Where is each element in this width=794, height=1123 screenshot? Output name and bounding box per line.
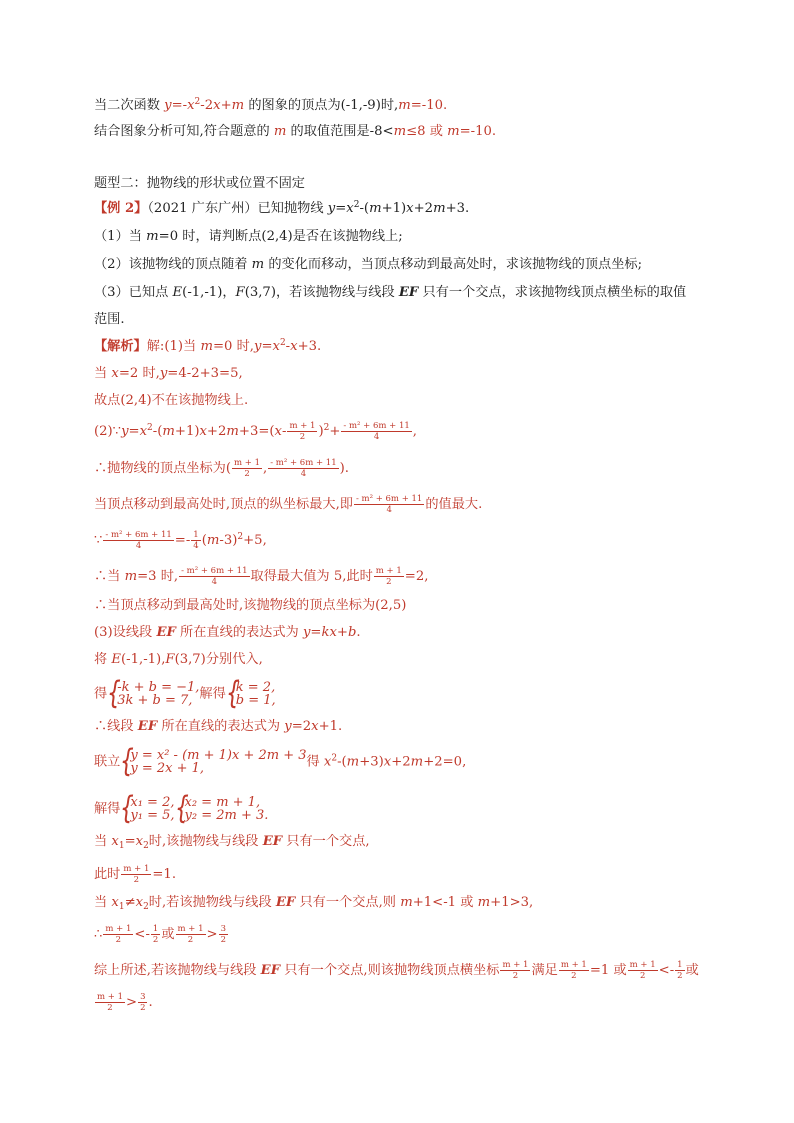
equation-system: { -k + b = −1, 3k + b = 7, bbox=[107, 675, 200, 711]
example-statement: 【例 2】（2021 广东广州）已知抛物线 $y=x^2-(m+1)x+2m+3$. bbox=[94, 200, 470, 216]
fraction: $\frac{m + 1}{2}$ bbox=[97, 992, 123, 1013]
fraction: $\frac{1}{4}$ bbox=[193, 530, 199, 551]
solution-line-16: 当 $x_1=x_2$时,该抛物线与线段 EF 只有一个交点, bbox=[94, 834, 370, 851]
fraction: $\frac{m + 1}{2}$ bbox=[289, 421, 316, 442]
fraction: $\frac{3}{2}$ bbox=[140, 992, 146, 1013]
solution-line-20: 综上所述,若该抛物线与线段 EF 只有一个交点,则该抛物线顶点横坐标 $\frac{m + 1}{2}$ 满足 $\frac{m + 1}{2}$ =1 或 $\frac{m + 1}{2}$ <- $\frac{1}{2}$ 或 bbox=[94, 960, 699, 981]
equation-system: { x₂ = m + 1, y₂ = 2m + 3. bbox=[174, 790, 269, 826]
text-line-2: 结合图象分析可知,符合题意的 m 的取值范围是-8<m≤8 或 m=-10. bbox=[94, 124, 497, 139]
fraction: $\frac{m + 1}{2}$ bbox=[560, 960, 587, 981]
fraction: $\frac{m + 1}{2}$ bbox=[123, 864, 150, 885]
fraction: $\frac{\text{- m² + 6m + 11}}{4}$ bbox=[105, 530, 172, 551]
fraction: $\frac{m + 1}{2}$ bbox=[234, 458, 261, 479]
equation-system: { k = 2, b = 1, bbox=[225, 675, 276, 711]
fraction: $\frac{\text{- m² + 6m + 11}}{4}$ bbox=[355, 494, 423, 515]
fraction: $\frac{m + 1}{2}$ bbox=[177, 924, 204, 945]
solution-line-1: 【解析】解:(1)当 m=0 时$,y=x^2-x+3$. bbox=[94, 338, 322, 354]
fraction: $\frac{\text{- m² + 6m + 11}}{4}$ bbox=[181, 566, 248, 587]
solution-line-11: 将 E(-1,-1),F(3,7)分别代入, bbox=[94, 652, 263, 667]
equation-system: { y = x² - (m + 1)x + 2m + 3 y = 2x + 1, bbox=[120, 743, 307, 779]
solution-line-6: 当顶点移动到最高处时,顶点的纵坐标最大,即 $\frac{\text{- m² + 6m + 11}}{4}$ 的值最大. bbox=[94, 494, 483, 515]
solution-line-21: $\frac{m + 1}{2}$ > $\frac{3}{2}$ . bbox=[97, 992, 153, 1013]
fraction: $\frac{1}{2}$ bbox=[152, 924, 159, 945]
solution-line-12: 得 { -k + b = −1, 3k + b = 7, 解得 { k = 2, b = 1, bbox=[94, 675, 276, 711]
fraction: $\frac{\text{- m² + 6m + 11}}{4}$ bbox=[343, 421, 410, 442]
solution-line-3: 故点(2,4)不在该抛物线上. bbox=[94, 393, 249, 408]
question-1: （1）当 m=0 时，请判断点(2,4)是否在该抛物线上; bbox=[94, 229, 403, 244]
fraction: $\frac{m + 1}{2}$ bbox=[502, 960, 529, 981]
solution-line-8: ∴当 m=3 时, $\frac{\text{- m² + 6m + 11}}{4}$ 取得最大值为 5,此时 $\frac{m + 1}{2}$ =2, bbox=[94, 566, 429, 587]
solution-line-19: ∴ $\frac{m + 1}{2}$ <- $\frac{1}{2}$ 或 $\frac{m + 1}{2}$ > $\frac{3}{2}$ bbox=[94, 924, 226, 945]
solution-line-4: $(2)\because y=x^2-(m+1)x+2m+3=(x-$ $\frac{m + 1}{2}$ )$^2$+ $\frac{\text{- m² + 6m + 11}}{4}$ , bbox=[94, 421, 417, 442]
solution-line-2: 当 x=2 时,y=4-2+3=5, bbox=[94, 366, 243, 381]
fraction: $\frac{m + 1}{2}$ bbox=[105, 924, 132, 945]
solution-line-17: 此时 $\frac{m + 1}{2}$ =1. bbox=[94, 864, 177, 885]
fraction: $\frac{\text{- m² + 6m + 11}}{4}$ bbox=[270, 458, 337, 479]
solution-line-5: ∴抛物线的顶点坐标为( $\frac{m + 1}{2}$ , $\frac{\text{- m² + 6m + 11}}{4}$ ). bbox=[94, 458, 349, 479]
fraction: $\frac{m + 1}{2}$ bbox=[629, 960, 656, 981]
solution-line-18: 当 $x_1\ne x_2$时,若该抛物线与线段 EF 只有一个交点,则 m+1<-1 或 m+1>3, bbox=[94, 895, 534, 912]
fraction: $\frac{3}{2}$ bbox=[220, 924, 226, 945]
solution-line-13: ∴线段 EF 所在直线的表达式为 y=2x+1. bbox=[94, 719, 343, 734]
question-3-cont: 范围. bbox=[94, 312, 125, 327]
fraction: $\frac{m + 1}{2}$ bbox=[375, 566, 402, 587]
section-heading: 题型二：抛物线的形状或位置不固定 bbox=[94, 175, 305, 190]
question-3: （3）已知点 E(-1,-1)，F(3,7)，若该抛物线与线段 EF 只有一个交点，求该抛物线顶点横坐标的取值 bbox=[94, 285, 687, 300]
solution-line-15: 解得 { x₁ = 2, y₁ = 5, { x₂ = m + 1, y₂ = 2m + 3. bbox=[94, 790, 269, 826]
fraction: $\frac{1}{2}$ bbox=[677, 960, 683, 981]
solution-line-7: ∵ $\frac{\text{- m² + 6m + 11}}{4}$ =- $\frac{1}{4}$ $(m-3)^2+5$, bbox=[94, 530, 267, 551]
question-2: （2）该抛物线的顶点随着 m 的变化而移动，当顶点移动到最高处时，求该抛物线的顶点坐标; bbox=[94, 257, 643, 272]
solution-line-14: 联立 { y = x² - (m + 1)x + 2m + 3 y = 2x + 1, 得 $x^2-(m+3)x+2m+2=0$, bbox=[94, 743, 467, 779]
text-line-1: 当二次函数 $y=-x^2-2x+m$ 的图象的顶点为(-1,-9)时,m=-10. bbox=[94, 97, 448, 113]
solution-line-10: (3)设线段 EF 所在直线的表达式为 y=kx+b. bbox=[94, 625, 361, 640]
solution-line-9: ∴当顶点移动到最高处时,该抛物线的顶点坐标为(2,5) bbox=[94, 598, 407, 613]
equation-system: { x₁ = 2, y₁ = 5, bbox=[120, 790, 175, 826]
